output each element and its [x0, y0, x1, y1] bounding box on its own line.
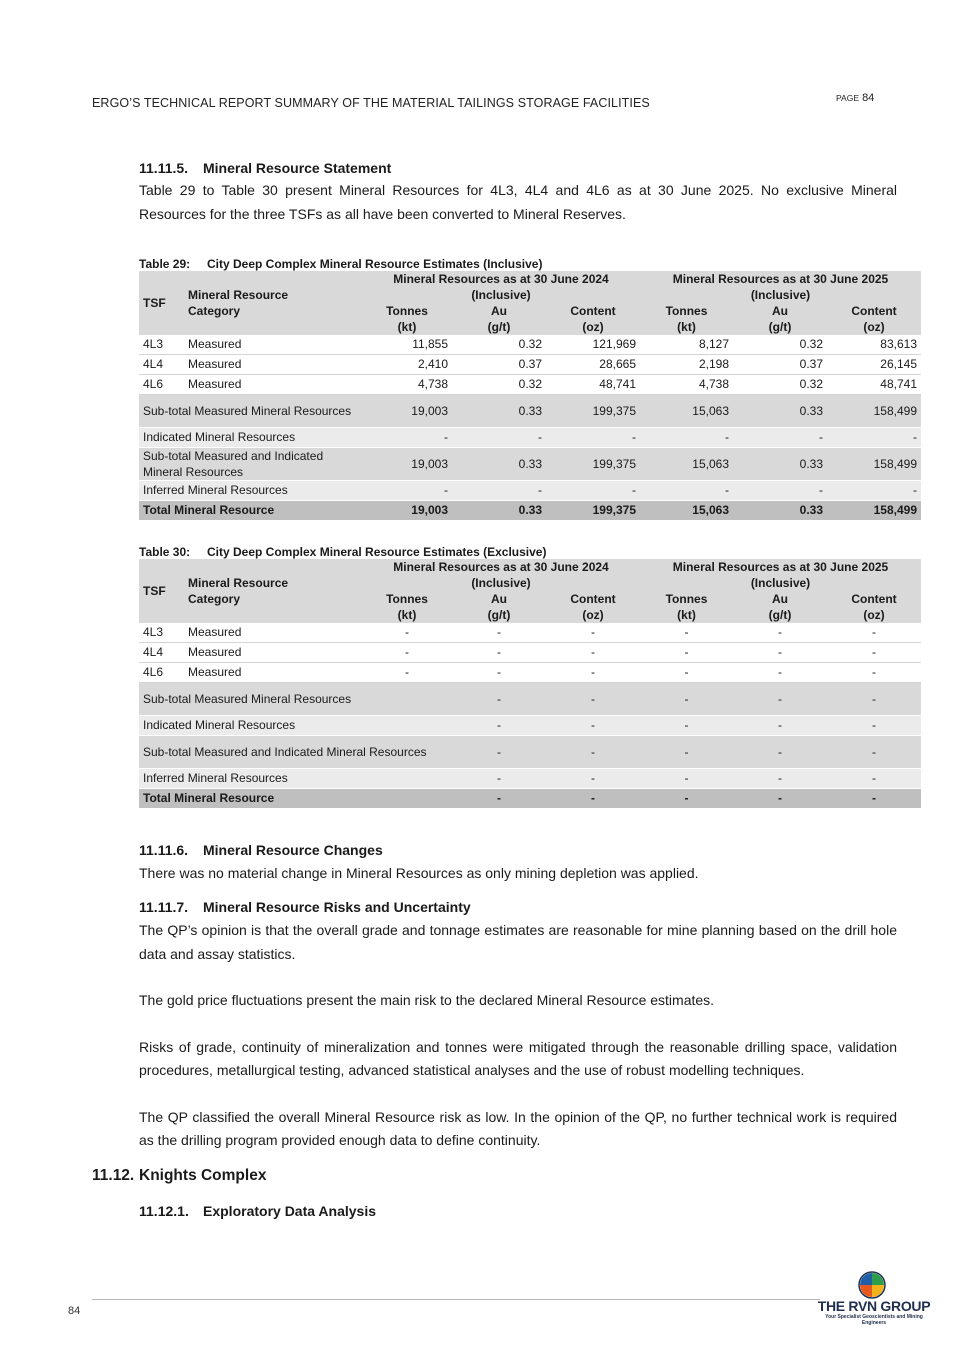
- row-label: Indicated Mineral Resources: [139, 428, 362, 448]
- cell-content: -: [827, 769, 921, 789]
- cell-au: -: [733, 623, 827, 643]
- table-number: Table 29:: [139, 257, 191, 271]
- page-number-value: 84: [862, 92, 875, 104]
- cell-content: 48,741: [546, 375, 640, 395]
- section-title: Mineral Resource Risks and Uncertainty: [203, 899, 471, 915]
- cell-tsf: 4L4: [139, 355, 184, 375]
- cell-content: -: [827, 643, 921, 663]
- cell-content: -: [546, 623, 640, 643]
- col-content: Content: [827, 591, 921, 607]
- cell-tsf: 4L3: [139, 335, 184, 355]
- table-number: Table 30:: [139, 545, 191, 559]
- cell-au: -: [452, 428, 546, 448]
- row-label: Indicated Mineral Resources: [139, 716, 452, 736]
- cell-tonnes: -: [640, 643, 733, 663]
- cell-content: 158,499: [827, 395, 921, 428]
- logo-segment: [872, 1273, 884, 1285]
- col-tonnes: Tonnes: [362, 303, 452, 319]
- footer-page-number: 84: [68, 1305, 81, 1317]
- cell-category: Measured: [184, 623, 362, 643]
- total-row: [139, 501, 921, 521]
- cell-content: -: [827, 663, 921, 683]
- cell-au: 0.33: [733, 448, 827, 481]
- cell-content: -: [827, 481, 921, 501]
- subtotal-row: [139, 395, 921, 428]
- cell-au: -: [452, 683, 546, 716]
- col-unit: (kt): [362, 319, 452, 335]
- cell-tonnes: -: [362, 623, 452, 643]
- cell-au: 0.33: [452, 448, 546, 481]
- cell-content: -: [827, 716, 921, 736]
- row-label: Total Mineral Resource: [139, 789, 452, 809]
- section-heading-eda: [139, 1203, 376, 1219]
- cell-au: 0.33: [733, 501, 827, 521]
- report-header-title: ERGO’S TECHNICAL REPORT SUMMARY OF THE MATERIAL TAILINGS STORAGE FACILITIES: [92, 96, 650, 110]
- cell-category: Measured: [184, 375, 362, 395]
- cell-content: -: [546, 428, 640, 448]
- section-heading: [139, 899, 897, 915]
- cell-tonnes: 2,198: [640, 355, 733, 375]
- indicated-row: [139, 716, 921, 736]
- cell-tsf: 4L3: [139, 623, 184, 643]
- row-label: Sub-total Measured and Indicated Mineral Resources: [139, 448, 362, 481]
- cell-tonnes: 15,063: [640, 448, 733, 481]
- col-category: [184, 559, 362, 623]
- section-paragraph: The QP’s opinion is that the overall grade and tonnage estimates are reasonable for mine planning based on the drill hole data and assay statistics.: [139, 922, 897, 962]
- col-unit: (oz): [827, 607, 921, 623]
- cell-tonnes: 19,003: [362, 395, 452, 428]
- indicated-row: [139, 428, 921, 448]
- group-2025: Mineral Resources as at 30 June 2025: [640, 271, 921, 287]
- group-2024-sub: (Inclusive): [362, 575, 640, 591]
- col-au: Au: [452, 303, 546, 319]
- col-unit: (g/t): [452, 319, 546, 335]
- section-number: 11.12.1.: [139, 1203, 189, 1219]
- col-unit: (g/t): [733, 319, 827, 335]
- cell-au: -: [452, 623, 546, 643]
- cell-content: -: [546, 481, 640, 501]
- group-2025: Mineral Resources as at 30 June 2025: [640, 559, 921, 575]
- cell-tonnes: -: [362, 428, 452, 448]
- table-row: [139, 375, 921, 395]
- cell-content: -: [546, 683, 640, 716]
- cell-content: -: [827, 736, 921, 769]
- section-title: Exploratory Data Analysis: [203, 1203, 376, 1219]
- cell-au: 0.37: [733, 355, 827, 375]
- cell-au: 0.32: [733, 335, 827, 355]
- cell-content: 121,969: [546, 335, 640, 355]
- section-heading: [139, 842, 897, 858]
- cat-line1: Mineral Resource: [188, 576, 289, 590]
- cell-tonnes: -: [640, 623, 733, 643]
- cell-category: Measured: [184, 643, 362, 663]
- cell-tsf: 4L6: [139, 375, 184, 395]
- logo-tagline: Your Specialist Geoscientists and Mining Engineers: [825, 1314, 923, 1326]
- col-unit: (g/t): [452, 607, 546, 623]
- table-row: [139, 663, 921, 683]
- cell-au: -: [452, 789, 546, 809]
- cell-content: 28,665: [546, 355, 640, 375]
- section-heading-knights: [92, 1167, 266, 1185]
- cell-tonnes: -: [640, 428, 733, 448]
- section-paragraph: Table 29 to Table 30 present Mineral Resources for 4L3, 4L4 and 4L6 as at 30 June 2025. No exclusive Mineral Resources for the three TSFs as all have been converted to Mineral Reserves.: [139, 182, 897, 222]
- col-tonnes: Tonnes: [362, 591, 452, 607]
- cell-au: -: [733, 428, 827, 448]
- col-unit: (kt): [362, 607, 452, 623]
- table-row: [139, 355, 921, 375]
- group-2025-sub: (Inclusive): [640, 287, 921, 303]
- col-content: Content: [546, 591, 640, 607]
- cell-au: 0.33: [452, 501, 546, 521]
- header-page-number: [836, 92, 874, 104]
- row-label: Sub-total Measured and Indicated Mineral Resources: [139, 736, 452, 769]
- section-resource-statement: [139, 160, 897, 226]
- section-title: Mineral Resource Changes: [203, 842, 383, 858]
- section-number: 11.12.: [92, 1167, 135, 1184]
- cell-au: -: [733, 643, 827, 663]
- table-29-block: [139, 257, 921, 520]
- cell-tonnes: 19,003: [362, 448, 452, 481]
- cell-au: -: [452, 736, 546, 769]
- col-category: [184, 271, 362, 335]
- col-unit: (oz): [827, 319, 921, 335]
- cat-line1: Mineral Resource: [188, 288, 289, 302]
- col-unit: (oz): [546, 607, 640, 623]
- company-logo: [814, 1270, 934, 1326]
- cell-au: -: [452, 716, 546, 736]
- row-label: Inferred Mineral Resources: [139, 769, 452, 789]
- cell-content: 26,145: [827, 355, 921, 375]
- table-title: City Deep Complex Mineral Resource Estimates (Exclusive): [207, 545, 547, 559]
- cell-category: Measured: [184, 663, 362, 683]
- table-row: [139, 623, 921, 643]
- cell-au: -: [733, 481, 827, 501]
- col-au: Au: [733, 591, 827, 607]
- cell-tonnes: -: [640, 716, 733, 736]
- cell-category: Measured: [184, 355, 362, 375]
- cell-au: -: [733, 769, 827, 789]
- cell-content: 199,375: [546, 395, 640, 428]
- cell-au: 0.33: [733, 395, 827, 428]
- cell-tonnes: 11,855: [362, 335, 452, 355]
- row-label: Sub-total Measured Mineral Resources: [139, 395, 362, 428]
- col-unit: (g/t): [733, 607, 827, 623]
- cell-category: Measured: [184, 335, 362, 355]
- cell-tonnes: -: [640, 663, 733, 683]
- section-number: 11.11.5.: [139, 160, 189, 176]
- group-2024: Mineral Resources as at 30 June 2024: [362, 559, 640, 575]
- table-title: City Deep Complex Mineral Resource Estimates (Inclusive): [207, 257, 543, 271]
- section-paragraph: Risks of grade, continuity of mineralization and tonnes were mitigated through the reasonable drilling space, validation procedures, metallurgical testing, advanced statistical analyses and the use of robust modelling techniques.: [139, 1038, 897, 1078]
- section-paragraph: There was no material change in Mineral Resources as only mining depletion was applied.: [139, 865, 699, 881]
- resource-table-exclusive: [139, 559, 921, 808]
- section-number: 11.11.7.: [139, 899, 189, 915]
- cat-line2: Category: [188, 592, 241, 606]
- cell-tonnes: -: [362, 481, 452, 501]
- footer-divider: [92, 1299, 820, 1300]
- section-resource-changes: [139, 842, 897, 886]
- cell-au: -: [733, 716, 827, 736]
- cell-tonnes: -: [640, 789, 733, 809]
- cell-content: -: [546, 769, 640, 789]
- subtotal-row: [139, 448, 921, 481]
- cell-content: -: [827, 789, 921, 809]
- cell-content: 158,499: [827, 501, 921, 521]
- logo-segment: [860, 1273, 872, 1285]
- table-caption: [139, 545, 921, 559]
- cell-tonnes: -: [362, 643, 452, 663]
- col-content: Content: [827, 303, 921, 319]
- table-caption: [139, 257, 921, 271]
- inferred-row: [139, 769, 921, 789]
- table-row: [139, 643, 921, 663]
- cell-au: -: [452, 769, 546, 789]
- col-tonnes: Tonnes: [640, 591, 733, 607]
- total-row: [139, 789, 921, 809]
- cell-content: 48,741: [827, 375, 921, 395]
- cell-au: -: [452, 481, 546, 501]
- col-unit: (oz): [546, 319, 640, 335]
- cell-content: -: [546, 716, 640, 736]
- cell-tonnes: 2,410: [362, 355, 452, 375]
- cell-content: -: [546, 643, 640, 663]
- cell-content: -: [827, 428, 921, 448]
- section-heading: [139, 160, 897, 176]
- group-2024-sub: (Inclusive): [362, 287, 640, 303]
- cell-au: -: [452, 643, 546, 663]
- row-label: Total Mineral Resource: [139, 501, 362, 521]
- col-au: Au: [452, 591, 546, 607]
- cell-tonnes: -: [640, 683, 733, 716]
- logo-mark-icon: [857, 1270, 887, 1300]
- cell-au: 0.33: [452, 395, 546, 428]
- section-number: 11.11.6.: [139, 842, 189, 858]
- inferred-row: [139, 481, 921, 501]
- cell-content: -: [827, 683, 921, 716]
- cell-tsf: 4L6: [139, 663, 184, 683]
- col-tonnes: Tonnes: [640, 303, 733, 319]
- col-tsf: TSF: [139, 271, 184, 335]
- cell-content: -: [546, 663, 640, 683]
- col-content: Content: [546, 303, 640, 319]
- subtotal-row: [139, 683, 921, 716]
- cat-line2: Category: [188, 304, 241, 318]
- cell-au: -: [733, 789, 827, 809]
- col-unit: (kt): [640, 319, 733, 335]
- cell-tonnes: 19,003: [362, 501, 452, 521]
- cell-content: 199,375: [546, 448, 640, 481]
- col-au: Au: [733, 303, 827, 319]
- row-label: Inferred Mineral Resources: [139, 481, 362, 501]
- logo-segment: [872, 1285, 884, 1297]
- cell-tonnes: -: [640, 481, 733, 501]
- page-prefix: PAGE: [836, 93, 859, 103]
- cell-tonnes: -: [640, 736, 733, 769]
- cell-au: -: [733, 736, 827, 769]
- section-paragraph: The QP classified the overall Mineral Resource risk as low. In the opinion of the QP, no further technical work is required as the drilling program provided enough data to define continuity.: [139, 1108, 897, 1148]
- cell-content: -: [546, 736, 640, 769]
- resource-table-inclusive: [139, 271, 921, 520]
- cell-au: 0.32: [452, 375, 546, 395]
- cell-content: 158,499: [827, 448, 921, 481]
- cell-tonnes: -: [362, 663, 452, 683]
- cell-content: 199,375: [546, 501, 640, 521]
- section-resource-risks: [139, 899, 897, 1153]
- cell-au: 0.32: [452, 335, 546, 355]
- logo-text: THE RVN GROUP: [817, 1298, 931, 1314]
- cell-tonnes: 4,738: [640, 375, 733, 395]
- col-unit: (kt): [640, 607, 733, 623]
- cell-content: -: [827, 623, 921, 643]
- cell-content: 83,613: [827, 335, 921, 355]
- cell-au: -: [733, 663, 827, 683]
- group-2024: Mineral Resources as at 30 June 2024: [362, 271, 640, 287]
- section-paragraph: The gold price fluctuations present the main risk to the declared Mineral Resource estimates.: [139, 992, 715, 1008]
- cell-tonnes: 15,063: [640, 501, 733, 521]
- cell-content: -: [546, 789, 640, 809]
- cell-tonnes: 8,127: [640, 335, 733, 355]
- cell-tonnes: -: [640, 769, 733, 789]
- group-2025-sub: (Inclusive): [640, 575, 921, 591]
- row-label: Sub-total Measured Mineral Resources: [139, 683, 452, 716]
- cell-au: -: [452, 663, 546, 683]
- cell-tonnes: 15,063: [640, 395, 733, 428]
- col-tsf: TSF: [139, 559, 184, 623]
- cell-tsf: 4L4: [139, 643, 184, 663]
- section-title: Knights Complex: [139, 1167, 267, 1184]
- subtotal-row: [139, 736, 921, 769]
- logo-segment: [860, 1285, 872, 1297]
- cell-au: -: [733, 683, 827, 716]
- cell-au: 0.32: [733, 375, 827, 395]
- cell-tonnes: 4,738: [362, 375, 452, 395]
- table-row: [139, 335, 921, 355]
- table-30-block: [139, 545, 921, 808]
- section-title: Mineral Resource Statement: [203, 160, 392, 176]
- cell-au: 0.37: [452, 355, 546, 375]
